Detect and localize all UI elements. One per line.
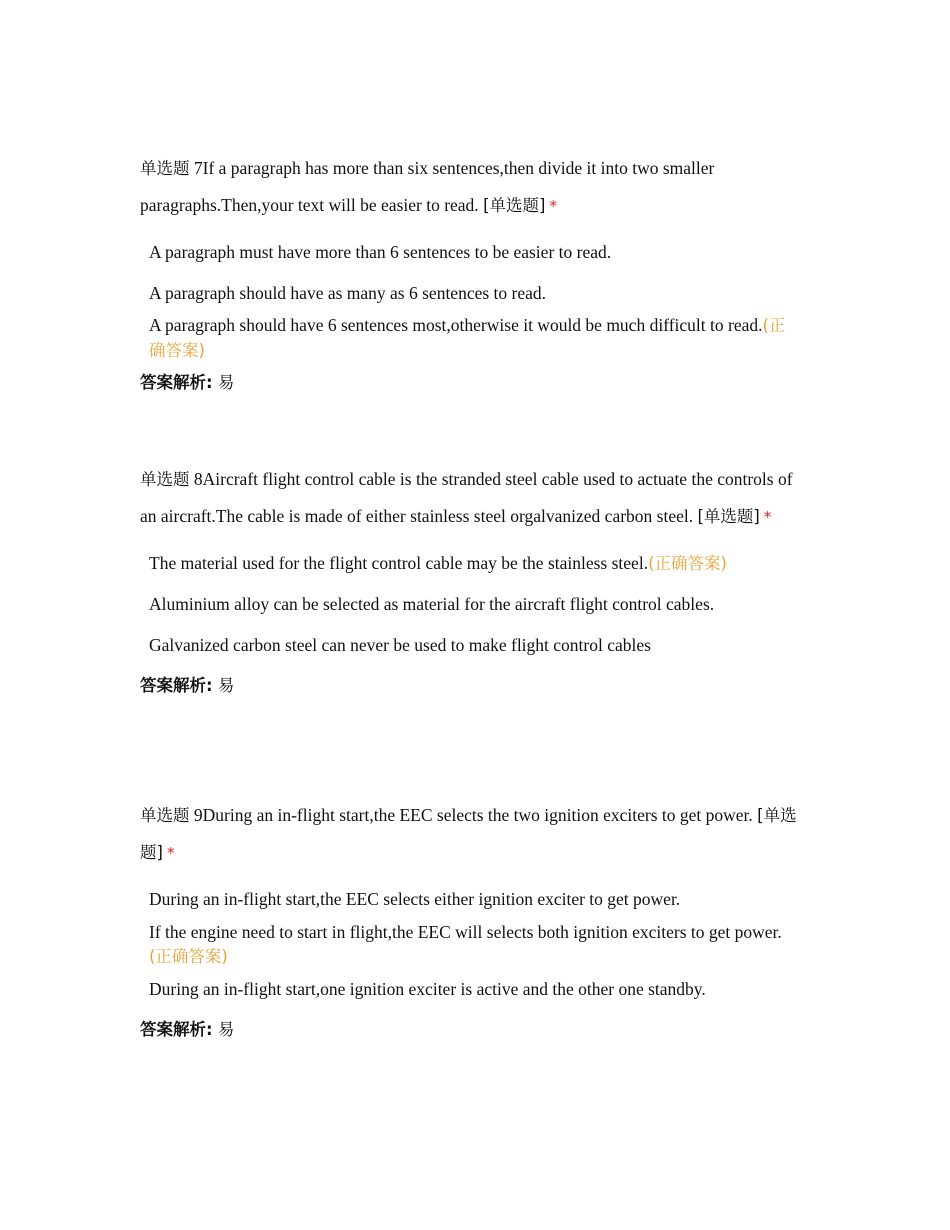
option-c[interactable] — [140, 313, 810, 363]
required-mark: * — [549, 197, 557, 215]
question-number: 7 — [193, 158, 203, 178]
option-text: Galvanized carbon steel can never be used to make flight control cables — [149, 635, 651, 655]
question-text: Aircraft flight control cable is the stranded steel cable used to actuate the controls of an aircraft.The cable is made of either stainless steel orgalvanized carbon steel. — [140, 469, 793, 526]
correct-answer-label: (正确答案) — [149, 947, 228, 966]
question-number: 9 — [193, 805, 203, 825]
question-stem — [140, 797, 810, 871]
option-text: Aluminium alloy can be selected as material for the aircraft flight control cables. — [149, 594, 715, 614]
option-text: A paragraph must have more than 6 sentences to be easier to read. — [149, 242, 612, 262]
analysis-value: 易 — [217, 1020, 235, 1039]
question-stem — [140, 150, 810, 224]
analysis-value: 易 — [217, 676, 235, 695]
options-list — [140, 887, 810, 1002]
option-b[interactable] — [140, 281, 810, 306]
question-type-label: 单选题 — [140, 470, 190, 489]
option-text: A paragraph should have as many as 6 sentences to read. — [149, 283, 547, 303]
answer-analysis — [140, 674, 810, 698]
question-type-tag: [单选题] — [697, 507, 760, 526]
option-a[interactable] — [140, 240, 810, 265]
option-a[interactable] — [140, 887, 810, 912]
question-8 — [140, 461, 810, 698]
option-text: The material used for the flight control cable may be the stainless steel. — [149, 553, 649, 573]
answer-analysis — [140, 371, 810, 395]
options-list — [140, 551, 810, 658]
question-number: 8 — [193, 469, 203, 489]
correct-answer-label: (正确答案) — [149, 316, 786, 360]
option-b[interactable] — [140, 592, 810, 617]
answer-analysis — [140, 1018, 810, 1042]
option-c[interactable] — [140, 633, 810, 658]
option-a[interactable] — [140, 551, 810, 576]
required-mark: * — [166, 844, 175, 862]
question-stem — [140, 461, 810, 535]
analysis-label: 答案解析: — [140, 373, 213, 392]
question-type-tag: [单选题] — [483, 196, 546, 215]
question-text: If a paragraph has more than six sentences,then divide it into two smaller paragraphs.Then,your text will be easier to read. — [140, 158, 715, 215]
options-list — [140, 240, 810, 363]
option-text: A paragraph should have 6 sentences most,otherwise it would be much difficult to read. — [149, 315, 763, 335]
option-c[interactable] — [140, 977, 810, 1002]
analysis-value: 易 — [217, 373, 235, 392]
question-9 — [140, 797, 810, 1042]
question-type-label: 单选题 — [140, 159, 190, 178]
question-type-tag: [单选题] — [140, 806, 797, 862]
option-b[interactable] — [140, 920, 810, 969]
required-mark: * — [763, 508, 772, 526]
option-text: During an in-flight start,one ignition exciter is active and the other one standby. — [149, 979, 706, 999]
option-text: During an in-flight start,the EEC selects either ignition exciter to get power. — [149, 889, 681, 909]
correct-answer-label: (正确答案) — [648, 554, 727, 573]
analysis-label: 答案解析: — [140, 1020, 213, 1039]
analysis-label: 答案解析: — [140, 676, 213, 695]
question-type-label: 单选题 — [140, 806, 190, 825]
question-7 — [140, 150, 810, 395]
option-text: If the engine need to start in flight,the EEC will selects both ignition exciters to get power. — [149, 922, 782, 942]
question-text: During an in-flight start,the EEC selects the two ignition exciters to get power. — [202, 805, 753, 825]
